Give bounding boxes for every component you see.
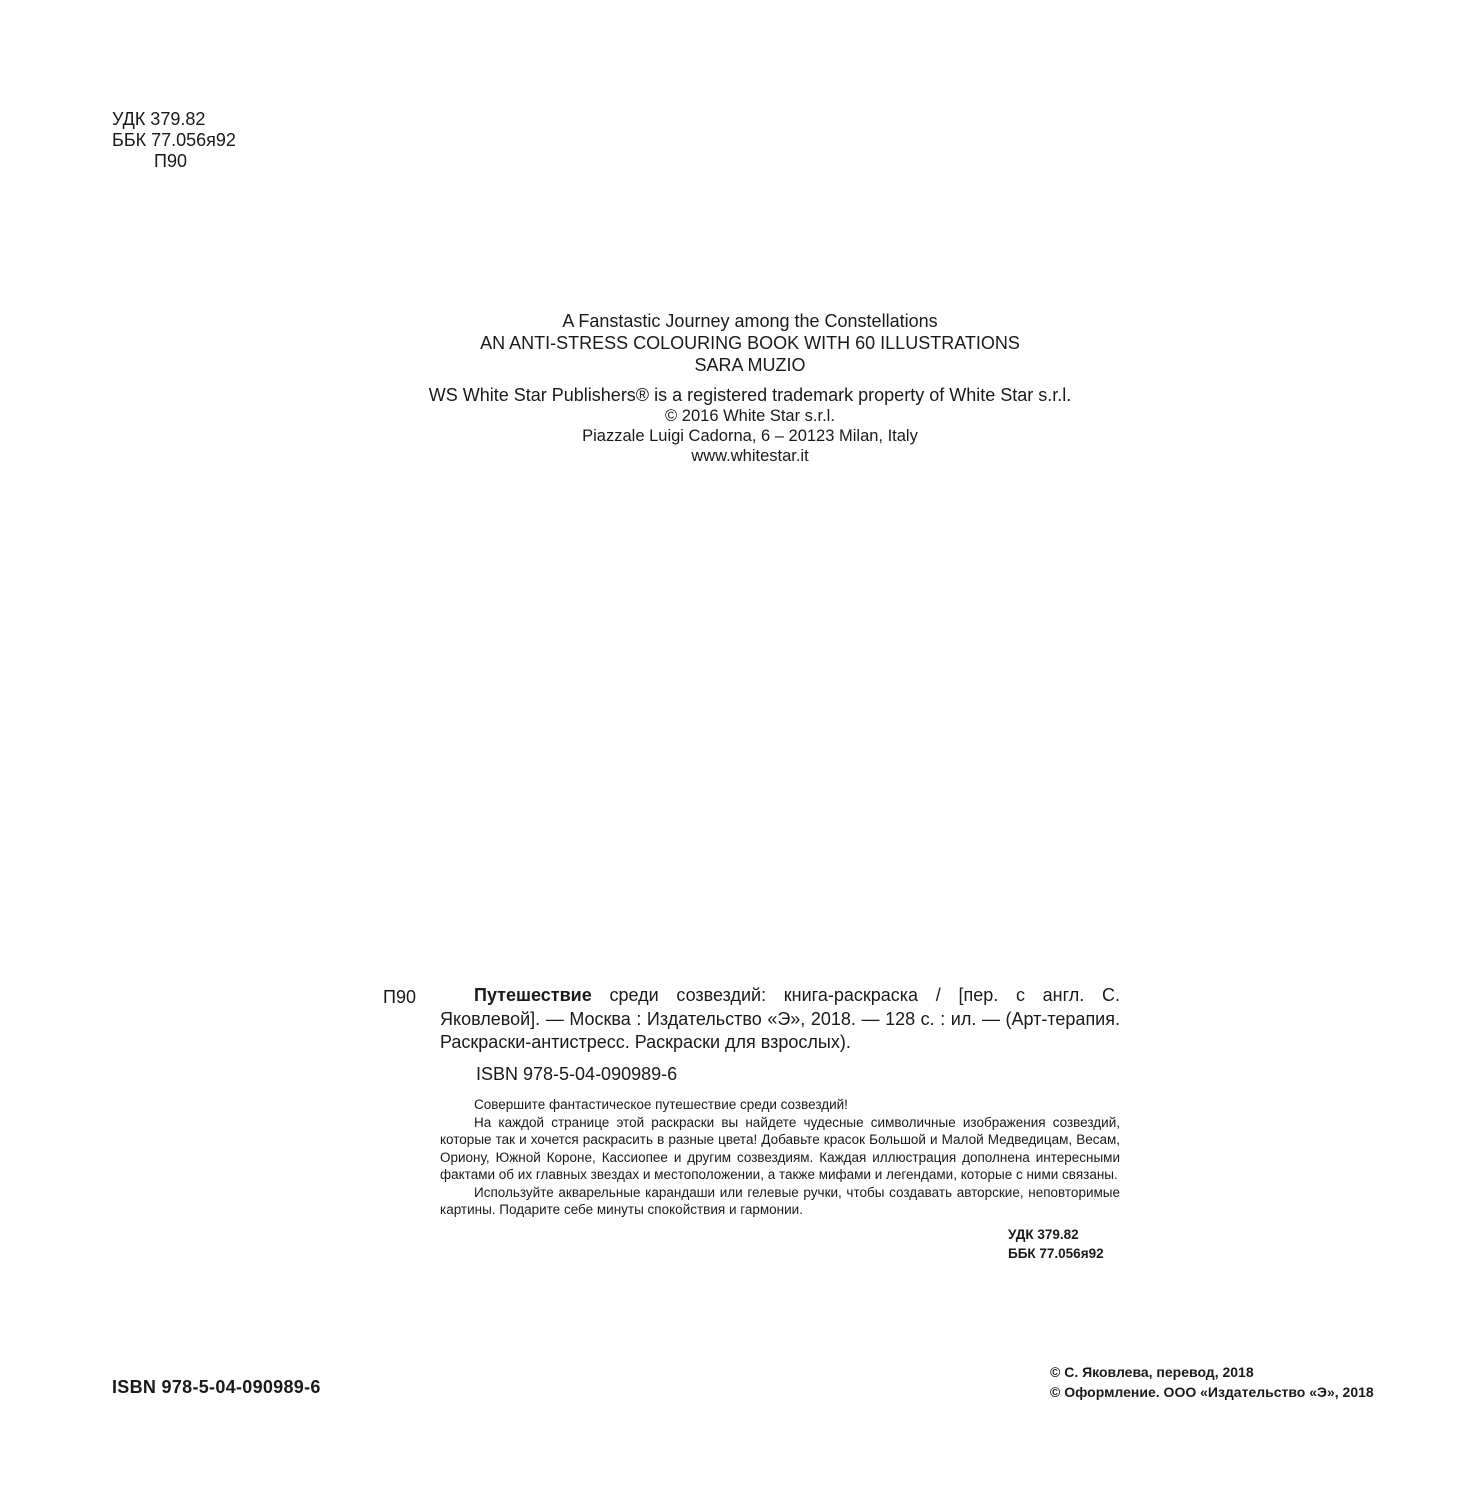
original-copyright: © 2016 White Star s.r.l. xyxy=(665,407,835,425)
annotation-paragraph: Совершите фантастическое путешествие среди созвездий! xyxy=(474,1097,848,1112)
record-title: Путешествие xyxy=(474,985,592,1005)
classification-codes xyxy=(112,109,236,172)
record-classification-codes xyxy=(1008,1225,1120,1263)
original-title: A Fanstastic Journey among the Constellations xyxy=(562,311,938,331)
annotation xyxy=(440,1096,1120,1219)
record-udk: УДК 379.82 xyxy=(1008,1226,1079,1242)
original-author: SARA MUZIO xyxy=(694,355,806,375)
publisher-website: www.whitestar.it xyxy=(691,447,809,465)
copyright-design: © Оформление. ООО «Издательство «Э», 2018 xyxy=(1050,1384,1374,1400)
original-edition-info xyxy=(0,310,1476,466)
trademark-notice: WS White Star Publishers® is a registered trademark property of White Star s.r.l. xyxy=(428,385,1072,405)
publisher-address: Piazzale Luigi Cadorna, 6 – 20123 Milan, Italy xyxy=(582,427,918,445)
record-details: среди созвездий: книга-раскраска / [пер. с англ. С. Яковлевой]. — Москва : Издательство «Э», 2018. — 128 с. : ил. — (Арт-терапия. Раскраски-антистресс. Раскраски для взрослых). xyxy=(440,985,1120,1052)
author-mark: П90 xyxy=(154,151,187,171)
copyright-translation: © С. Яковлева, перевод, 2018 xyxy=(1050,1364,1254,1380)
bibliographic-record xyxy=(440,984,1120,1263)
record-author-mark: П90 xyxy=(383,987,416,1007)
original-subtitle: AN ANTI-STRESS COLOURING BOOK WITH 60 ILLUSTRATIONS xyxy=(480,333,1020,353)
bbk-code: ББК 77.056я92 xyxy=(112,130,236,150)
footer-isbn: ISBN 978-5-04-090989-6 xyxy=(112,1377,321,1397)
copyright-block xyxy=(1050,1362,1374,1402)
annotation-paragraph: Используйте акварельные карандаши или гелевые ручки, чтобы создавать авторские, неповторимые картины. Подарите себе минуты спокойствия и гармонии. xyxy=(440,1184,1120,1217)
record-bbk: ББК 77.056я92 xyxy=(1008,1245,1104,1261)
udk-code: УДК 379.82 xyxy=(112,109,206,129)
annotation-paragraph: На каждой странице этой раскраски вы найдете чудесные символичные изображения созвездий, которые так и хочется раскрасить в разные цвета! Добавьте красок Большой и Малой Медведицам, Весам, Ориону, Южной Короне, Кассиопее и другим созвездиям. Каждая иллюстрация дополнена интересными фактами об их главных звездах и местоположении, а также мифами и легендами, которые с ними связаны. xyxy=(440,1114,1120,1182)
record-description xyxy=(440,984,1120,1055)
record-isbn: ISBN 978-5-04-090989-6 xyxy=(476,1063,678,1084)
